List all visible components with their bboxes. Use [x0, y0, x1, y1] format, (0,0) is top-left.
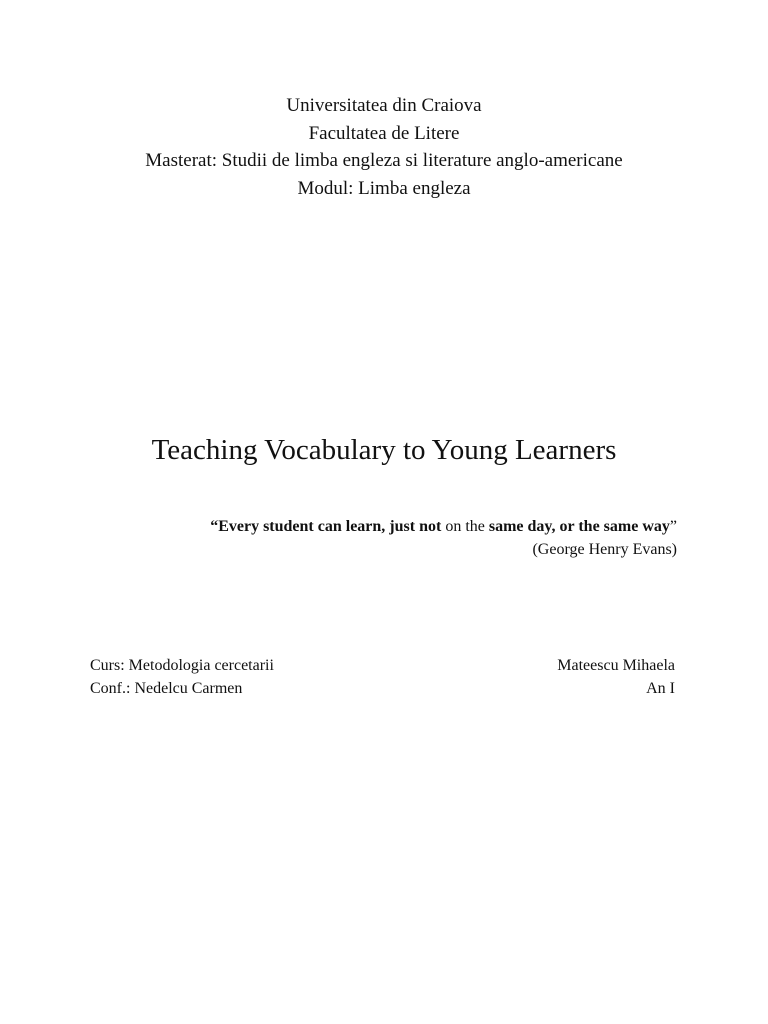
course-info	[90, 654, 274, 700]
faculty-name: Facultatea de Litere	[308, 122, 460, 144]
quote-part-1: “Every student can learn, just not	[210, 518, 442, 535]
student-info	[557, 654, 675, 700]
document-title: Teaching Vocabulary to Young Learners	[151, 434, 617, 466]
quote-part-3: same day, or the same way	[488, 518, 670, 535]
quote-text	[210, 515, 677, 538]
module-name: Modul: Limba engleza	[297, 177, 471, 199]
epigraph	[210, 515, 677, 561]
study-year: An I	[646, 680, 675, 697]
university-name: Universitatea din Craiova	[286, 95, 482, 116]
quote-author: (George Henry Evans)	[532, 541, 677, 558]
quote-part-4: ”	[669, 518, 677, 535]
master-program: Masterat: Studii de limba engleza si literature anglo-americane	[145, 150, 623, 171]
student-name: Mateescu Mihaela	[557, 657, 675, 674]
professor-name: Conf.: Nedelcu Carmen	[90, 680, 243, 697]
institution-header	[0, 92, 768, 202]
course-name: Curs: Metodologia cercetarii	[90, 657, 274, 674]
quote-part-2: on the	[441, 518, 489, 535]
